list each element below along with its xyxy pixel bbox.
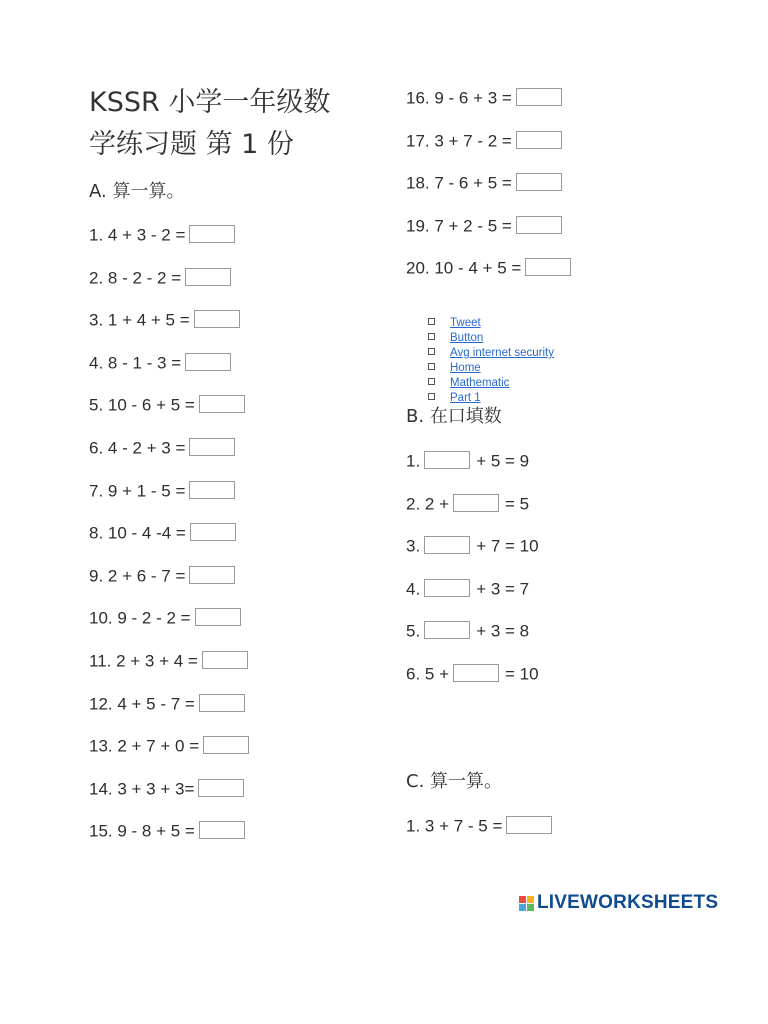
question-text: 5. 10 - 6 + 5 = [89, 395, 195, 415]
question-text: 12. 4 + 5 - 7 = [89, 694, 195, 714]
question-b-6 [406, 663, 539, 686]
question-a-10 [89, 607, 247, 630]
question-a-16 [406, 87, 568, 110]
square-bullet-icon [428, 333, 435, 340]
question-text: 20. 10 - 4 + 5 = [406, 258, 522, 278]
question-text: 9. 2 + 6 - 7 = [89, 566, 186, 586]
section-c-label: C. 算一算。 [406, 771, 503, 792]
answer-box[interactable] [185, 268, 231, 286]
link-button[interactable]: Button [450, 332, 484, 344]
question-text: 6. 4 - 2 + 3 = [89, 438, 186, 458]
question-text: 13. 2 + 7 + 0 = [89, 736, 200, 756]
question-b-3 [406, 535, 539, 558]
logo-square [527, 896, 534, 903]
logo-square [519, 896, 526, 903]
question-a-11 [89, 650, 254, 673]
link-item [428, 346, 554, 361]
question-text: 7. 9 + 1 - 5 = [89, 481, 186, 501]
question-text: 11. 2 + 3 + 4 = [89, 651, 198, 671]
answer-box[interactable] [202, 651, 248, 669]
question-b-4 [406, 578, 529, 601]
square-bullet-icon [428, 348, 435, 355]
link-mathematic[interactable]: Mathematic [450, 377, 510, 389]
answer-box[interactable] [198, 779, 244, 797]
question-c-1 [406, 815, 558, 838]
question-a-20 [406, 257, 577, 280]
answer-box[interactable] [189, 481, 235, 499]
question-text: 18. 7 - 6 + 5 = [406, 173, 512, 193]
question-a-17 [406, 130, 568, 153]
section-b-label: B. 在口填数 [406, 406, 502, 427]
question-prefix: 2. 2 + [406, 494, 450, 514]
question-suffix: = 5 [505, 494, 530, 514]
question-suffix: + 3 = 7 [476, 579, 530, 599]
logo-text-live: LIVE [537, 892, 581, 913]
section-a-label: A. 算一算。 [89, 181, 185, 202]
question-a-7 [89, 480, 241, 503]
answer-box[interactable] [516, 88, 562, 106]
answer-box[interactable] [189, 225, 235, 243]
answer-box[interactable] [516, 216, 562, 234]
question-prefix: 4. [406, 579, 421, 599]
answer-box[interactable] [453, 494, 499, 512]
liveworksheets-logo [519, 892, 718, 914]
question-suffix: + 7 = 10 [476, 536, 539, 556]
link-tweet[interactable]: Tweet [450, 317, 481, 329]
answer-box[interactable] [199, 694, 245, 712]
answer-box[interactable] [199, 395, 245, 413]
question-a-5 [89, 394, 251, 417]
link-item [428, 391, 554, 406]
question-a-3 [89, 309, 246, 332]
answer-box[interactable] [424, 621, 470, 639]
link-home[interactable]: Home [450, 362, 481, 374]
question-prefix: 5. [406, 621, 421, 641]
question-prefix: 6. 5 + [406, 664, 450, 684]
page-title-line-1: KSSR 小学一年级数 [89, 87, 331, 118]
question-text: 8. 10 - 4 -4 = [89, 523, 186, 543]
link-list [428, 316, 554, 406]
square-bullet-icon [428, 378, 435, 385]
question-text: 19. 7 + 2 - 5 = [406, 216, 512, 236]
question-text: 1. 3 + 7 - 5 = [406, 816, 503, 836]
question-text: 3. 1 + 4 + 5 = [89, 310, 190, 330]
question-a-9 [89, 565, 241, 588]
answer-box[interactable] [190, 523, 236, 541]
logo-square [519, 904, 526, 911]
question-suffix: = 10 [505, 664, 539, 684]
question-text: 2. 8 - 2 - 2 = [89, 268, 182, 288]
answer-box[interactable] [516, 173, 562, 191]
link-item [428, 316, 554, 331]
link-item [428, 361, 554, 376]
link-item [428, 376, 554, 391]
square-bullet-icon [428, 318, 435, 325]
answer-box[interactable] [199, 821, 245, 839]
question-a-13 [89, 735, 255, 758]
question-suffix: + 3 = 8 [476, 621, 530, 641]
page-title-line-2: 学练习题 第 1 份 [89, 129, 294, 160]
question-text: 1. 4 + 3 - 2 = [89, 225, 186, 245]
answer-box[interactable] [424, 451, 470, 469]
question-a-19 [406, 215, 568, 238]
question-a-4 [89, 352, 237, 375]
question-suffix: + 5 = 9 [476, 451, 530, 471]
answer-box[interactable] [195, 608, 241, 626]
question-a-15 [89, 820, 251, 843]
answer-box[interactable] [189, 438, 235, 456]
logo-text-worksheets: WORKSHEETS [580, 892, 719, 913]
question-b-1 [406, 450, 529, 473]
question-text: 17. 3 + 7 - 2 = [406, 131, 512, 151]
answer-box[interactable] [189, 566, 235, 584]
question-a-18 [406, 172, 568, 195]
question-a-1 [89, 224, 241, 247]
question-prefix: 1. [406, 451, 421, 471]
question-text: 15. 9 - 8 + 5 = [89, 821, 195, 841]
link-item [428, 331, 554, 346]
question-a-6 [89, 437, 241, 460]
question-text: 10. 9 - 2 - 2 = [89, 608, 191, 628]
square-bullet-icon [428, 393, 435, 400]
answer-box[interactable] [516, 131, 562, 149]
question-a-2 [89, 267, 237, 290]
square-bullet-icon [428, 363, 435, 370]
logo-square [527, 904, 534, 911]
question-text: 14. 3 + 3 + 3= [89, 779, 195, 799]
answer-box[interactable] [506, 816, 552, 834]
link-part-1[interactable]: Part 1 [450, 392, 481, 404]
question-a-12 [89, 693, 251, 716]
question-b-2 [406, 493, 529, 516]
answer-box[interactable] [424, 536, 470, 554]
question-b-5 [406, 620, 529, 643]
question-text: 16. 9 - 6 + 3 = [406, 88, 512, 108]
question-a-14 [89, 778, 250, 801]
question-text: 4. 8 - 1 - 3 = [89, 353, 182, 373]
answer-box[interactable] [453, 664, 499, 682]
answer-box[interactable] [194, 310, 240, 328]
answer-box[interactable] [185, 353, 231, 371]
answer-box[interactable] [424, 579, 470, 597]
answer-box[interactable] [525, 258, 571, 276]
question-prefix: 3. [406, 536, 421, 556]
logo-mark-icon [519, 896, 534, 911]
link-avg-internet-security[interactable]: Avg internet security [450, 347, 554, 359]
question-a-8 [89, 522, 242, 545]
answer-box[interactable] [203, 736, 249, 754]
